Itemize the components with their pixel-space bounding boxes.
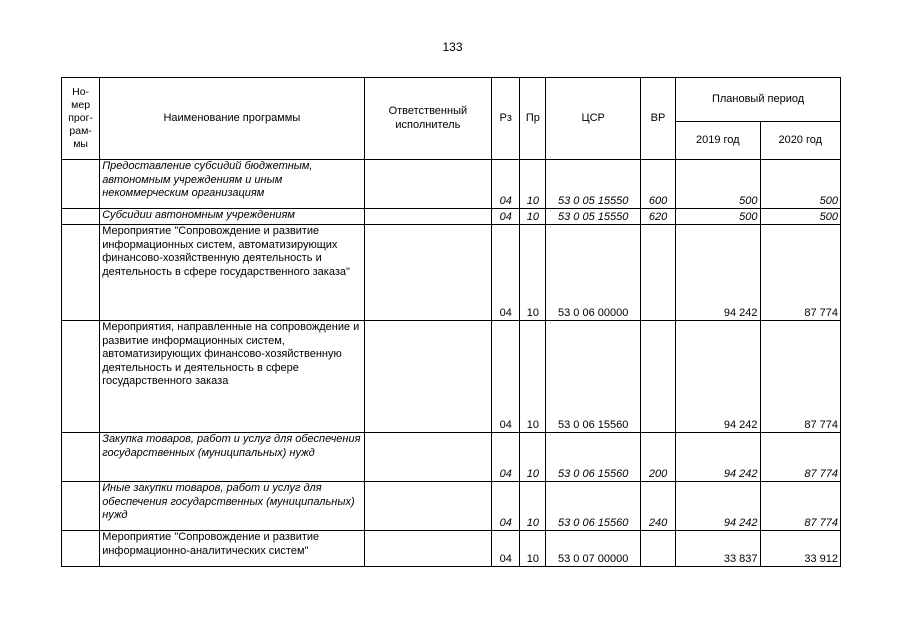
vr-cell: 200 [640, 433, 675, 482]
amount-2019-cell: 94 242 [676, 321, 760, 433]
rz-cell: 04 [492, 482, 520, 531]
csr-cell: 53 0 06 15560 [546, 482, 640, 531]
amount-2019-cell: 94 242 [676, 433, 760, 482]
pr-cell: 10 [520, 433, 546, 482]
header-number: Но-мер прог-рам-мы [62, 78, 100, 160]
row-number-cell [62, 531, 100, 567]
row-number-cell [62, 225, 100, 321]
row-number-cell [62, 433, 100, 482]
program-name-cell: Мероприятие "Сопровождение и развитие информационно-аналитических систем" [100, 531, 364, 567]
pr-cell: 10 [520, 209, 546, 225]
rz-cell: 04 [492, 225, 520, 321]
vr-cell [640, 321, 675, 433]
amount-2020-cell: 500 [760, 209, 840, 225]
csr-cell: 53 0 05 15550 [546, 160, 640, 209]
executor-cell [364, 209, 492, 225]
table-row [62, 160, 841, 209]
executor-cell [364, 225, 492, 321]
vr-cell: 620 [640, 209, 675, 225]
amount-2020-cell: 87 774 [760, 225, 840, 321]
csr-cell: 53 0 06 15560 [546, 433, 640, 482]
table-row [62, 531, 841, 567]
csr-cell: 53 0 07 00000 [546, 531, 640, 567]
rz-cell: 04 [492, 433, 520, 482]
program-name-cell: Мероприятия, направленные на сопровождение и развитие информационных систем, автоматизирующих финансово-хозяйственную деятельность и деятельность в сфере государственного заказа [100, 321, 364, 433]
header-year-2019: 2019 год [676, 122, 760, 160]
pr-cell: 10 [520, 225, 546, 321]
table-row [62, 482, 841, 531]
amount-2019-cell: 500 [676, 160, 760, 209]
vr-cell [640, 225, 675, 321]
program-name-cell: Мероприятие "Сопровождение и развитие информационных систем, автоматизирующих финансово-хозяйственную деятельность и деятельность в сфере государственного заказа" [100, 225, 364, 321]
row-number-cell [62, 209, 100, 225]
executor-cell [364, 160, 492, 209]
table-row [62, 433, 841, 482]
amount-2019-cell: 94 242 [676, 482, 760, 531]
row-number-cell [62, 482, 100, 531]
header-planned-period: Плановый период [676, 78, 841, 122]
executor-cell [364, 433, 492, 482]
header-year-2020: 2020 год [760, 122, 840, 160]
pr-cell: 10 [520, 482, 546, 531]
vr-cell: 240 [640, 482, 675, 531]
pr-cell: 10 [520, 531, 546, 567]
amount-2020-cell: 87 774 [760, 482, 840, 531]
header-vr: ВР [640, 78, 675, 160]
amount-2020-cell: 87 774 [760, 433, 840, 482]
header-executor: Ответственный исполнитель [364, 78, 492, 160]
header-rz: Рз [492, 78, 520, 160]
pr-cell: 10 [520, 160, 546, 209]
table-row [62, 321, 841, 433]
executor-cell [364, 531, 492, 567]
row-number-cell [62, 321, 100, 433]
rz-cell: 04 [492, 321, 520, 433]
amount-2020-cell: 33 912 [760, 531, 840, 567]
amount-2020-cell: 500 [760, 160, 840, 209]
program-name-cell: Закупка товаров, работ и услуг для обеспечения государственных (муниципальных) нужд [100, 433, 364, 482]
amount-2019-cell: 33 837 [676, 531, 760, 567]
vr-cell: 600 [640, 160, 675, 209]
executor-cell [364, 482, 492, 531]
program-name-cell: Иные закупки товаров, работ и услуг для обеспечения государственных (муниципальных) нужд [100, 482, 364, 531]
amount-2019-cell: 94 242 [676, 225, 760, 321]
page-number: 133 [442, 40, 463, 54]
header-pr: Пр [520, 78, 546, 160]
table-row [62, 225, 841, 321]
table-body [62, 160, 841, 567]
executor-cell [364, 321, 492, 433]
csr-cell: 53 0 06 15560 [546, 321, 640, 433]
budget-table [61, 77, 841, 567]
csr-cell: 53 0 05 15550 [546, 209, 640, 225]
rz-cell: 04 [492, 160, 520, 209]
header-program-name: Наименование программы [100, 78, 364, 160]
program-name-cell: Субсидии автономным учреждениям [100, 209, 364, 225]
row-number-cell [62, 160, 100, 209]
program-name-cell: Предоставление субсидий бюджетным, автономным учреждениям и иным некоммерческим организациям [100, 160, 364, 209]
rz-cell: 04 [492, 531, 520, 567]
header-csr: ЦСР [546, 78, 640, 160]
amount-2019-cell: 500 [676, 209, 760, 225]
vr-cell [640, 531, 675, 567]
amount-2020-cell: 87 774 [760, 321, 840, 433]
rz-cell: 04 [492, 209, 520, 225]
csr-cell: 53 0 06 00000 [546, 225, 640, 321]
pr-cell: 10 [520, 321, 546, 433]
table-row [62, 209, 841, 225]
